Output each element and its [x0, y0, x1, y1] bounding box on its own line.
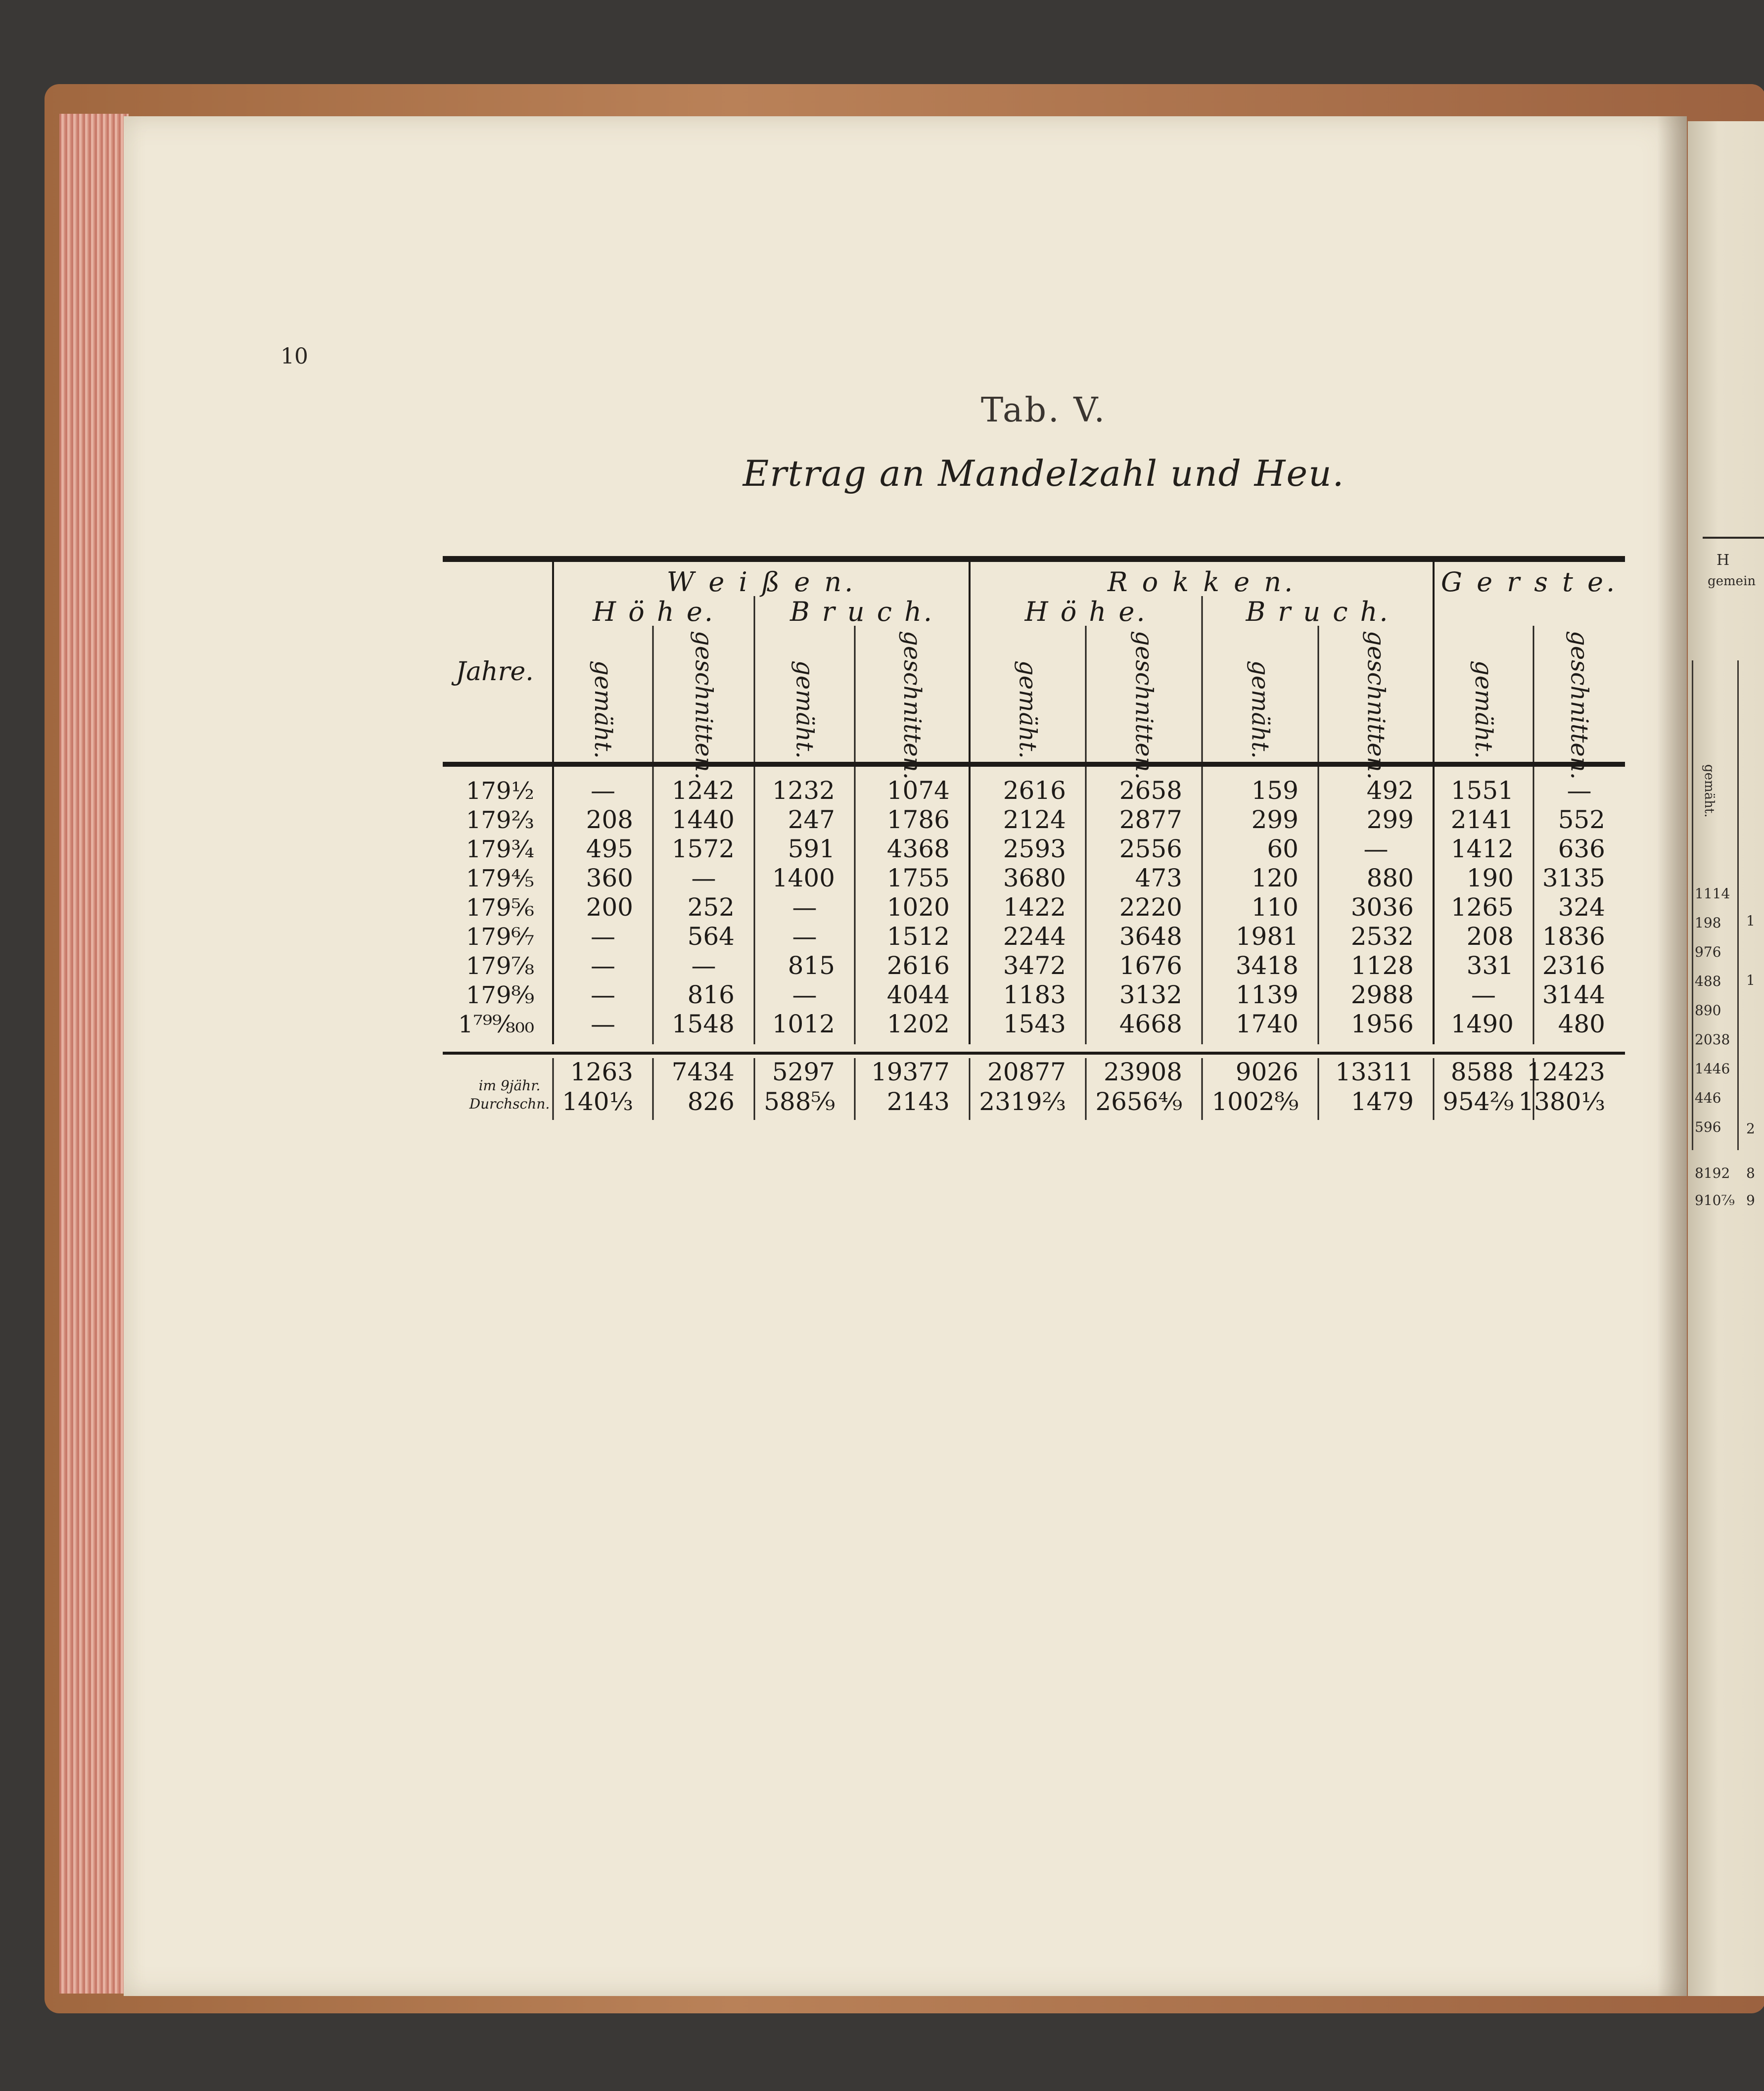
column-label: gemäht.	[1014, 660, 1042, 759]
table-cell: 1786	[886, 805, 950, 834]
row-year: 179⅞	[465, 952, 534, 980]
row-year: 179⅚	[465, 894, 534, 922]
table-cell: 2988	[1350, 980, 1414, 1009]
table-cell: 360	[586, 864, 633, 892]
average-cell: 140⅓	[562, 1087, 633, 1116]
table-cell: —	[591, 980, 615, 1009]
table-cell: 4668	[1119, 1010, 1182, 1038]
total-cell: 23908	[1103, 1058, 1182, 1086]
table-cell: 1551	[1450, 776, 1514, 805]
table-cell: 2220	[1119, 893, 1182, 922]
table-cell: 1202	[886, 1010, 950, 1038]
average-cell: 1479	[1350, 1087, 1414, 1116]
footer-label: Durchschn.	[469, 1096, 550, 1112]
total-cell: 13311	[1335, 1058, 1414, 1086]
table-cell: 4044	[886, 980, 950, 1009]
table-cell: 564	[687, 922, 735, 951]
average-cell: 588⁵⁄₉	[764, 1087, 835, 1116]
table-cell: 473	[1135, 864, 1182, 892]
column-label: geschnitten.	[1362, 631, 1390, 780]
table-cell: 159	[1251, 776, 1299, 805]
table-cell: 252	[687, 893, 735, 922]
table-cell: 1512	[886, 922, 950, 951]
subgroup-header: H ö h e.	[1024, 596, 1147, 627]
total-cell: 1263	[570, 1058, 633, 1086]
next-page-value: 1446	[1695, 1061, 1730, 1077]
table-cell: 120	[1251, 864, 1299, 892]
row-year: 1⁷⁹⁹⁄₈₀₀	[458, 1011, 534, 1038]
table-cell: 1676	[1119, 951, 1182, 980]
table-cell: 2877	[1119, 805, 1182, 834]
row-year: 179½	[465, 777, 534, 805]
next-page-value: 596	[1695, 1119, 1721, 1135]
table-cell: 2556	[1119, 835, 1182, 863]
column-label: gemäht.	[1246, 660, 1274, 759]
next-page-value: 446	[1695, 1090, 1721, 1106]
table-cell: 2141	[1450, 805, 1514, 834]
table-cell: 1012	[772, 1010, 835, 1038]
table-cell: 3132	[1119, 980, 1182, 1009]
next-page-value: 890	[1695, 1002, 1721, 1019]
table-cell: 2616	[886, 951, 950, 980]
column-label: geschnitten.	[1130, 631, 1158, 780]
group-header: G e r s t e.	[1440, 566, 1618, 598]
next-page-partial-value: 1	[1746, 913, 1755, 929]
table-cell: —	[691, 864, 716, 892]
page-number: 10	[280, 344, 308, 369]
table-cell: 1490	[1450, 1010, 1514, 1038]
column-label: geschnitten.	[898, 631, 926, 780]
table-cell: 1128	[1350, 951, 1414, 980]
average-cell: 954²⁄₉	[1442, 1087, 1514, 1116]
table-cell: 480	[1558, 1010, 1605, 1038]
table-cell: 208	[1466, 922, 1514, 951]
table-cell: 3648	[1119, 922, 1182, 951]
table-cell: 2316	[1542, 951, 1605, 980]
column-label: geschnitten.	[1565, 631, 1593, 780]
next-page-total: 910⁷⁄₉	[1695, 1192, 1735, 1208]
table-cell: 208	[586, 805, 633, 834]
total-cell: 5297	[772, 1058, 835, 1086]
table-number: Tab. V.	[980, 391, 1107, 430]
subgroup-header: B r u c h.	[789, 596, 934, 627]
table-cell: 1074	[886, 776, 950, 805]
next-page-partial-total: 8	[1746, 1165, 1755, 1181]
row-year: 179⁸⁄₉	[465, 981, 534, 1009]
table-cell: 3144	[1542, 980, 1605, 1009]
row-year: 179⁶⁄₇	[465, 923, 534, 951]
table-cell: 495	[586, 835, 633, 863]
next-page-partial-value: 2	[1746, 1120, 1755, 1137]
table-cell: —	[1567, 776, 1592, 805]
next-page-partial-value: 1	[1746, 972, 1755, 988]
table-cell: 1400	[772, 864, 835, 892]
table-cell: 324	[1558, 893, 1605, 922]
row-year: 179¾	[465, 836, 534, 863]
table-cell: 1242	[671, 776, 735, 805]
table-cell: 492	[1366, 776, 1414, 805]
table-cell: 3680	[1003, 864, 1066, 892]
table-cell: 1139	[1235, 980, 1299, 1009]
table-cell: 1020	[886, 893, 950, 922]
average-cell: 1002⁸⁄₉	[1211, 1087, 1299, 1116]
column-label: gemäht.	[589, 660, 617, 759]
table-cell: 247	[788, 805, 835, 834]
next-page-partial-total: 9	[1746, 1192, 1755, 1208]
next-page-value: 976	[1695, 944, 1721, 960]
table-title: Ertrag an Mandelzahl und Heu.	[743, 453, 1345, 494]
table-cell: 1572	[671, 835, 735, 863]
table-cell: 1422	[1003, 893, 1066, 922]
table-cell: 880	[1366, 864, 1414, 892]
next-page-header-1: H	[1717, 552, 1730, 569]
table-cell: 1265	[1450, 893, 1514, 922]
column-label: gemäht.	[790, 660, 819, 759]
table-cell: —	[591, 776, 615, 805]
table-cell: 1755	[886, 864, 950, 892]
table-cell: 552	[1558, 805, 1605, 834]
table-cell: —	[792, 980, 817, 1009]
total-cell: 7434	[671, 1058, 735, 1086]
table-cell: 815	[788, 951, 835, 980]
row-year: 179⅔	[465, 806, 534, 834]
average-cell: 1380⅓	[1518, 1087, 1605, 1116]
table-cell: 2658	[1119, 776, 1182, 805]
table-cell: 1412	[1450, 835, 1514, 863]
average-cell: 826	[687, 1087, 735, 1116]
table-cell: —	[1363, 835, 1389, 863]
table-cell: 3036	[1350, 893, 1414, 922]
table-cell: 110	[1251, 893, 1299, 922]
total-cell: 12423	[1526, 1058, 1605, 1086]
table-cell: 2244	[1003, 922, 1066, 951]
next-page-value: 2038	[1695, 1031, 1730, 1048]
table-cell: 200	[586, 893, 633, 922]
next-page-value: 1114	[1695, 885, 1730, 902]
next-page-value: 488	[1695, 973, 1721, 989]
table-cell: —	[1471, 980, 1496, 1009]
table-cell: 3135	[1542, 864, 1605, 892]
table-cell: 816	[687, 980, 735, 1009]
average-cell: 2143	[886, 1087, 950, 1116]
table-cell: 4368	[886, 835, 950, 863]
row-header-label: Jahre.	[456, 657, 534, 687]
table-cell: 636	[1558, 835, 1605, 863]
table-cell: —	[591, 951, 615, 980]
table-cell: —	[591, 1010, 615, 1038]
average-cell: 2656⁴⁄₉	[1095, 1087, 1182, 1116]
average-cell: 2319⅔	[979, 1087, 1066, 1116]
table-cell: —	[792, 893, 817, 922]
next-page-col-label: gemäht.	[1702, 764, 1717, 818]
table-cell: 60	[1267, 835, 1299, 863]
total-cell: 9026	[1235, 1058, 1299, 1086]
table-cell: 1543	[1003, 1010, 1066, 1038]
column-label: gemäht.	[1470, 660, 1497, 759]
table-cell: 299	[1251, 805, 1299, 834]
table-cell: 190	[1466, 864, 1514, 892]
table-cell: 2593	[1003, 835, 1066, 863]
total-cell: 19377	[871, 1058, 950, 1086]
group-header: R o k k e n.	[1107, 566, 1296, 598]
group-header: W e i ß e n.	[666, 566, 856, 598]
table-cell: 1956	[1350, 1010, 1414, 1038]
row-year: 179⅘	[465, 865, 534, 892]
table-cell: —	[691, 951, 716, 980]
table-cell: 591	[788, 835, 835, 863]
table-cell: 1740	[1235, 1010, 1299, 1038]
next-page-value: 198	[1695, 915, 1721, 931]
table-cell: 299	[1366, 805, 1414, 834]
subgroup-header: H ö h e.	[593, 596, 715, 627]
column-label: geschnitten.	[690, 631, 718, 780]
table-cell: —	[591, 922, 615, 951]
table-cell: 1548	[671, 1010, 735, 1038]
table-cell: 3472	[1003, 951, 1066, 980]
table-cell: 2616	[1003, 776, 1066, 805]
subgroup-header: B r u c h.	[1246, 596, 1390, 627]
next-page-header-2: gemein	[1708, 574, 1756, 589]
table-cell: —	[792, 922, 817, 951]
table-cell: 3418	[1235, 951, 1299, 980]
next-page-total: 8192	[1695, 1165, 1730, 1181]
table-cell: 2532	[1350, 922, 1414, 951]
table-cell: 331	[1466, 951, 1514, 980]
table-cell: 1232	[772, 776, 835, 805]
total-cell: 20877	[987, 1058, 1066, 1086]
table-cell: 1440	[671, 805, 735, 834]
total-cell: 8588	[1450, 1058, 1514, 1086]
table-cell: 1836	[1542, 922, 1605, 951]
table-cell: 1183	[1003, 980, 1066, 1009]
table-cell: 2124	[1003, 805, 1066, 834]
footer-label: im 9jähr.	[478, 1077, 541, 1094]
table-cell: 1981	[1235, 922, 1299, 951]
